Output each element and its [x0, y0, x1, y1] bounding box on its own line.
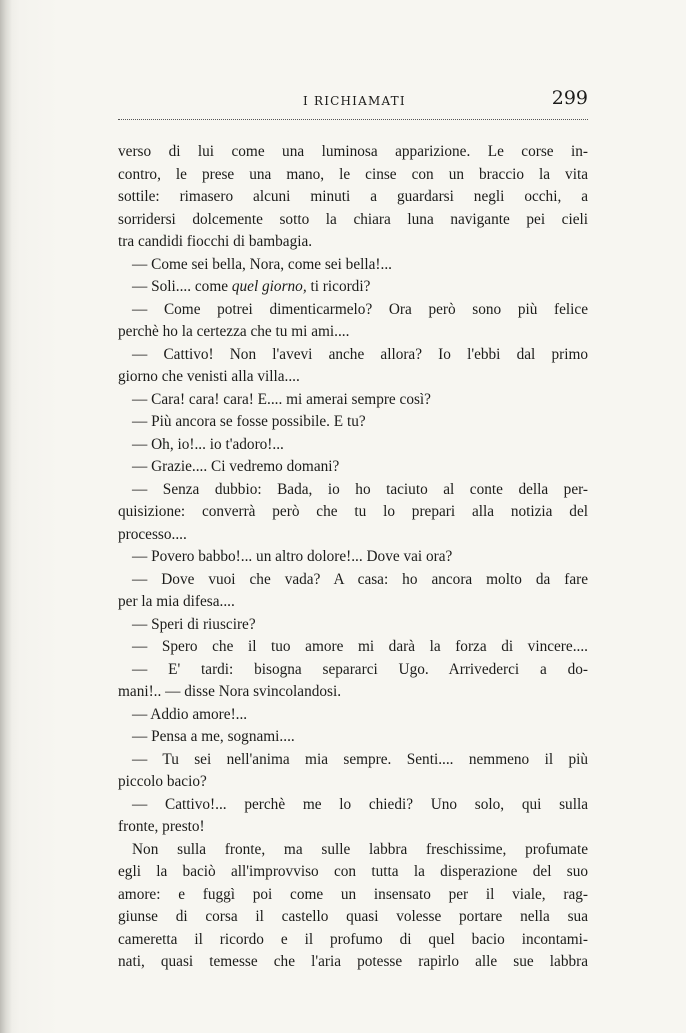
text-line: egli la baciò all'improvviso con tutta la disperazione del suo	[118, 863, 588, 880]
text-line: — Come sei bella, Nora, come sei bella!...	[132, 255, 392, 273]
text-line: — Povero babbo!... un altro dolore!... Dove vai ora?	[132, 548, 453, 565]
page-spine-shadow	[0, 0, 12, 1033]
page-number: 299	[551, 87, 588, 109]
text-line: — Oh, io!... io t'adoro!...	[132, 435, 284, 453]
text-line: — Senza dubbio: Bada, io ho taciuto al conte della per-	[132, 480, 588, 498]
page-header	[118, 86, 588, 116]
text-line: tra candidi fiocchi di bambagia.	[118, 233, 313, 250]
text-line: processo....	[118, 525, 187, 543]
text-line: fronte, presto!	[118, 818, 205, 835]
body-text	[118, 141, 588, 974]
text-line: Non sulla fronte, ma sulle labbra freschissime, profumate	[132, 840, 588, 858]
text-line: cameretta il ricordo e il profumo di quel bacio incontami-	[118, 930, 588, 948]
text-line: giunse di corsa il castello quasi volesse portare nella sua	[118, 908, 588, 925]
text-line: — Pensa a me, sognami....	[132, 728, 295, 745]
text-line: quisizione: converrà però che tu lo prepari alla notizia del	[118, 503, 588, 520]
text-line: — Come potrei dimenticarmelo? Ora però sono più felice	[132, 300, 588, 318]
text-line: per la mia difesa....	[118, 593, 235, 610]
text-line: verso di lui come una luminosa apparizione. Le corse in-	[118, 143, 588, 160]
text-line: nati, quasi temesse che l'aria potesse rapirlo alle sue labbra	[118, 953, 588, 970]
text-line: contro, le prese una mano, le cinse con un braccio la vita	[118, 165, 588, 183]
text-line: — Soli.... come quel giorno, ti ricordi?	[132, 278, 371, 295]
text-line: — E' tardi: bisogna separarci Ugo. Arrivederci a do-	[132, 660, 588, 678]
text-line: giorno che venisti alla villa....	[118, 368, 300, 385]
italic-phrase: quel giorno,	[231, 278, 307, 295]
text-line: — Speri di riuscire?	[132, 615, 256, 633]
text-line: perchè ho la certezza che tu mi ami....	[118, 323, 350, 340]
text-line: — Cara! cara! cara! E.... mi amerai sempre così?	[132, 390, 431, 408]
text-line: — Dove vuoi che vada? A casa: ho ancora molto da fare	[132, 570, 588, 588]
text-line: — Grazie.... Ci vedremo domani?	[132, 458, 340, 475]
text-line: piccolo bacio?	[118, 773, 207, 790]
text-line: — Cattivo! Non l'avevi anche allora? Io l'ebbi dal primo	[132, 345, 588, 363]
text-line: mani!.. — disse Nora svincolandosi.	[118, 683, 342, 700]
text-line: amore: e fuggì poi come un insensato per il viale, rag-	[118, 885, 588, 903]
text-line: — Tu sei nell'anima mia sempre. Senti.... nemmeno il più	[132, 750, 588, 768]
text-line: sottile: rimasero alcuni minuti a guardarsi negli occhi, a	[118, 188, 588, 205]
text-line: — Più ancora se fosse possibile. E tu?	[132, 413, 366, 430]
text-line: sorridersi dolcemente sotto la chiara luna navigante pei cieli	[118, 210, 588, 228]
text-line: — Spero che il tuo amore mi darà la forza di vincere....	[132, 638, 588, 655]
header-rule	[118, 119, 588, 120]
running-title: I RICHIAMATI	[303, 94, 406, 108]
text-line: — Cattivo!... perchè me lo chiedi? Uno solo, qui sulla	[132, 795, 588, 813]
text-line: — Addio amore!...	[132, 705, 248, 723]
